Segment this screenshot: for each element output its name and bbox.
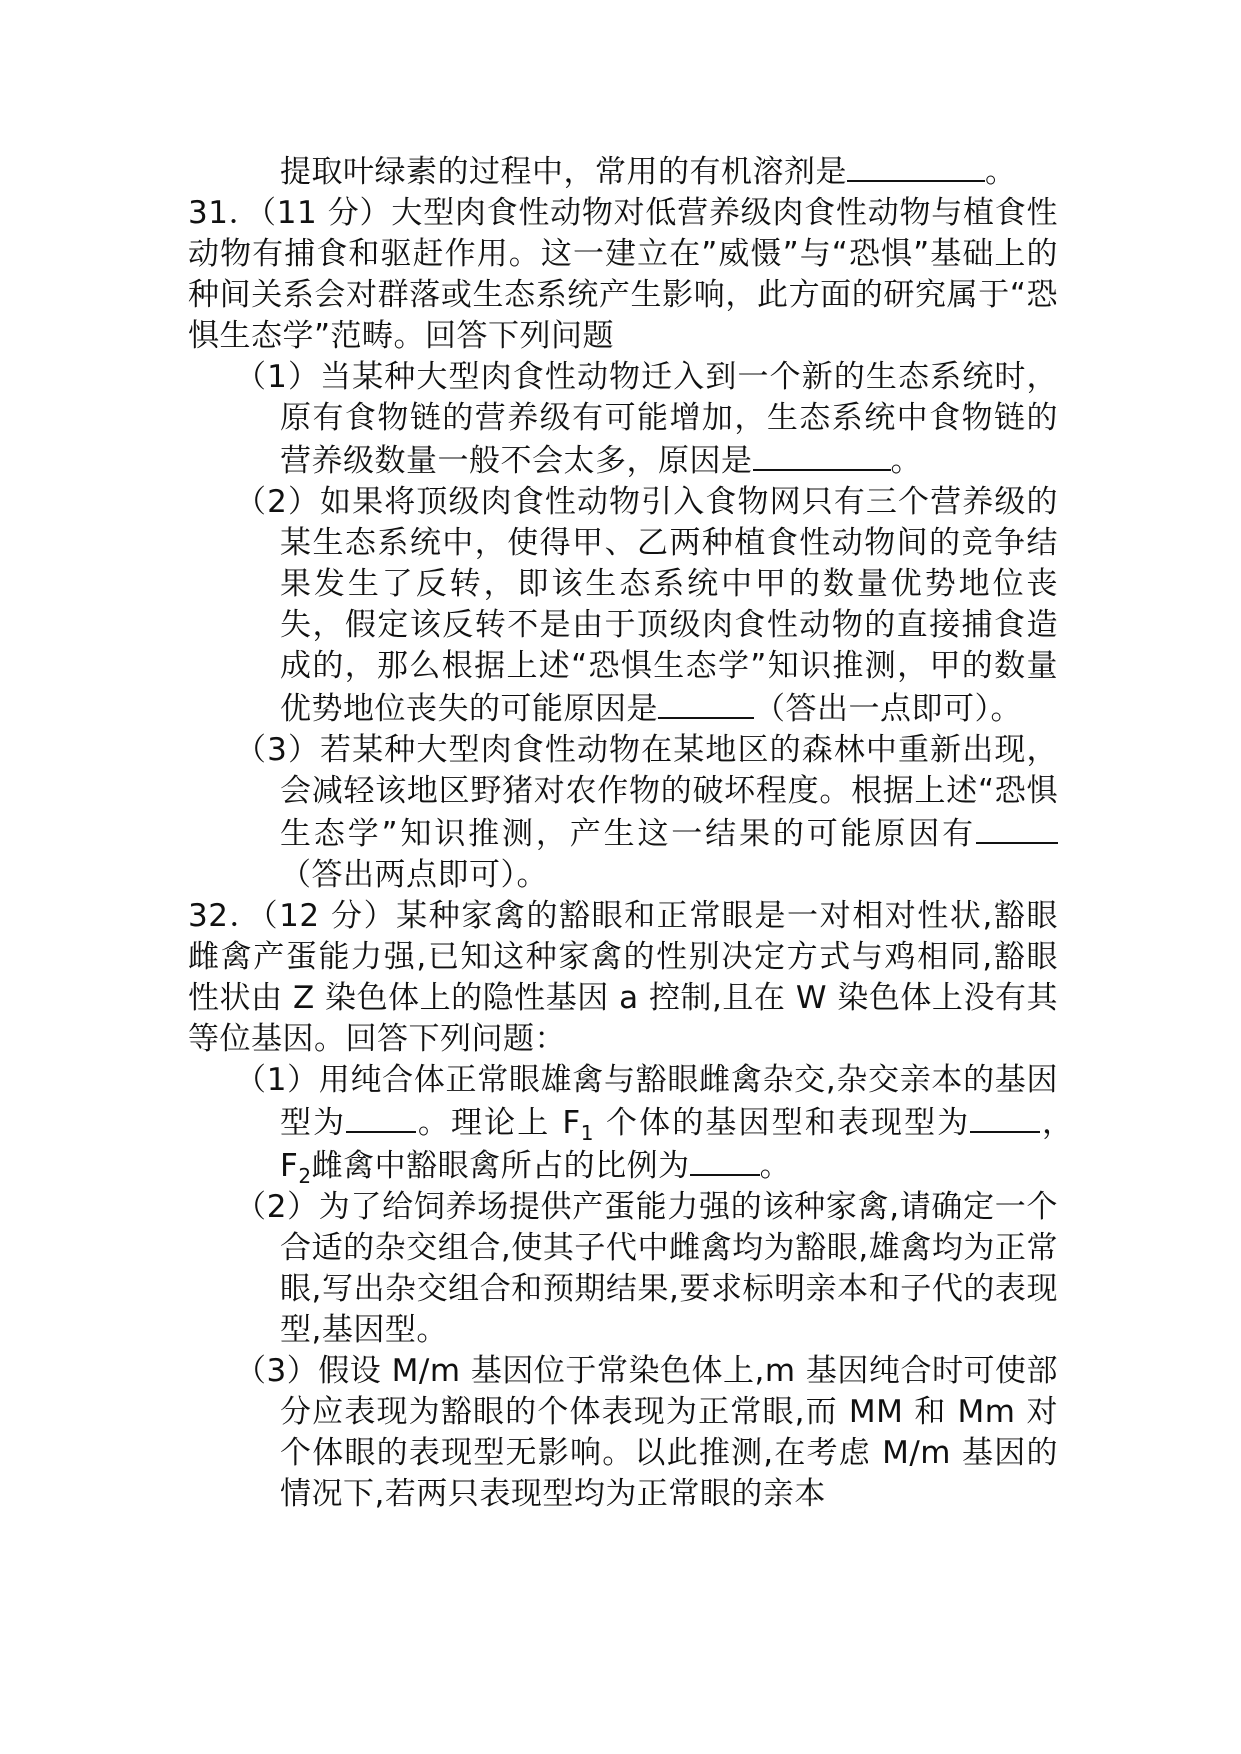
- question-31-part-2: （2）如果将顶级肉食性动物引入食物网只有三个营养级的某生态系统中，使得甲、乙两种植食性动物间的竞争结果发生了反转，即该生态系统中甲的数量优势地位丧失，假定该反转不是由于顶级肉食性动物的直接捕食造成的，那么根据上述“恐惧生态学”知识推测，甲的数量优势地位丧失的可能原因是 （答出一点即可）。: [235, 484, 1058, 727]
- question-32-part-3: （3）假设 M/m 基因位于常染色体上,m 基因纯合时可使部分应表现为豁眼的个体表现为正常眼,而 MM 和 Mm 对个体眼的表现型无影响。以此推测,在考虑 M/m 基因的情况下,若两只表现型均为正常眼的亲本: [235, 1353, 1058, 1512]
- document-content: [188, 150, 1090, 1515]
- answer-blank: [753, 439, 891, 471]
- answer-blank: [658, 687, 754, 719]
- question-32-part-1: （1）用纯合体正常眼雄禽与豁眼雌禽杂交,杂交亲本的基因型为 。理论上 $F_1$ 个体的基因型和表现型为 ， $F_2$雌禽中豁眼禽所占的比例为 。: [235, 1062, 1090, 1189]
- answer-blank: [847, 150, 985, 182]
- answer-blank: [976, 812, 1058, 844]
- answer-blank: [970, 1101, 1040, 1133]
- answer-blank: [690, 1144, 760, 1176]
- question-31-stem: 31．（11 分）大型肉食性动物对低营养级肉食性动物与植食性动物有捕食和驱赶作用。这一建立在”威慑”与“恐惧”基础上的种间关系会对群落或生态系统产生影响，此方面的研究属于“恐惧生态学”范畴。回答下列问题: [188, 195, 1058, 354]
- answer-blank: [346, 1101, 416, 1133]
- question-31-part-1: （1）当某种大型肉食性动物迁入到一个新的生态系统时，原有食物链的营养级有可能增加，生态系统中食物链的营养级数量一般不会太多，原因是 。: [235, 359, 1058, 479]
- question-31-part-3: （3）若某种大型肉食性动物在某地区的森林中重新出现，会减轻该地区野猪对农作物的破坏程度。根据上述“恐惧生态学”知识推测，产生这一结果的可能原因有（答出两点即可）。: [235, 732, 1058, 893]
- question-32-stem: 32．（12 分）某种家禽的豁眼和正常眼是一对相对性状,豁眼雌禽产蛋能力强,已知这种家禽的性别决定方式与鸡相同,豁眼性状由 Z 染色体上的隐性基因 a 控制,且在 W 染色体上没有其等位基因。回答下列问题：: [188, 898, 1058, 1057]
- question-32-part-2: （2）为了给饲养场提供产蛋能力强的该种家禽,请确定一个合适的杂交组合,使其子代中雌禽均为豁眼,雄禽均为正常眼,写出杂交组合和预期结果,要求标明亲本和子代的表现型,基因型。: [235, 1189, 1058, 1348]
- text-line-chlorophyll: 提取叶绿素的过程中，常用的有机溶剂是 。: [188, 150, 1058, 193]
